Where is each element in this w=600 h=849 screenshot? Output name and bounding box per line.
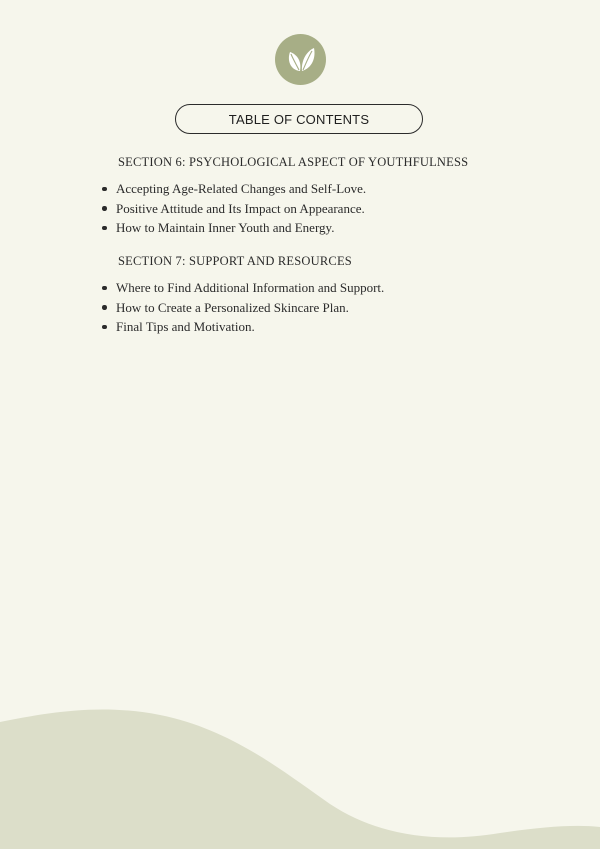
- list-item-text: How to Maintain Inner Youth and Energy.: [116, 220, 335, 235]
- list-item-text: Where to Find Additional Information and Support.: [116, 280, 385, 295]
- bullet-icon: [102, 226, 107, 231]
- bullet-icon: [102, 325, 107, 330]
- list-item-text: Positive Attitude and Its Impact on Appearance.: [116, 200, 365, 216]
- list-item-text: Final Tips and Motivation.: [116, 319, 255, 334]
- list-item: [0, 317, 384, 337]
- bottom-wave-decoration: [0, 709, 600, 849]
- section-heading: SECTION 7: SUPPORT AND RESOURCES: [118, 254, 352, 268]
- list-item: [0, 199, 366, 219]
- logo: [275, 34, 326, 85]
- section-heading: SECTION 6: PSYCHOLOGICAL ASPECT OF YOUTHFULNESS: [118, 155, 469, 169]
- page-title: TABLE OF CONTENTS: [228, 111, 370, 127]
- bullet-icon: [102, 206, 107, 211]
- bullet-icon: [102, 286, 107, 291]
- list-item-text: How to Create a Personalized Skincare Plan.: [116, 299, 349, 315]
- section-item-list: [0, 179, 366, 238]
- list-item: [0, 179, 366, 199]
- bullet-icon: [102, 187, 107, 192]
- section-item-list: [0, 278, 384, 337]
- list-item-text: Accepting Age-Related Changes and Self-Love.: [116, 181, 367, 196]
- bullet-icon: [102, 305, 107, 310]
- list-item: [0, 278, 384, 298]
- leaves-icon: [281, 40, 321, 80]
- list-item: [0, 218, 366, 238]
- list-item: [0, 298, 384, 318]
- toc-title-box: [175, 104, 423, 134]
